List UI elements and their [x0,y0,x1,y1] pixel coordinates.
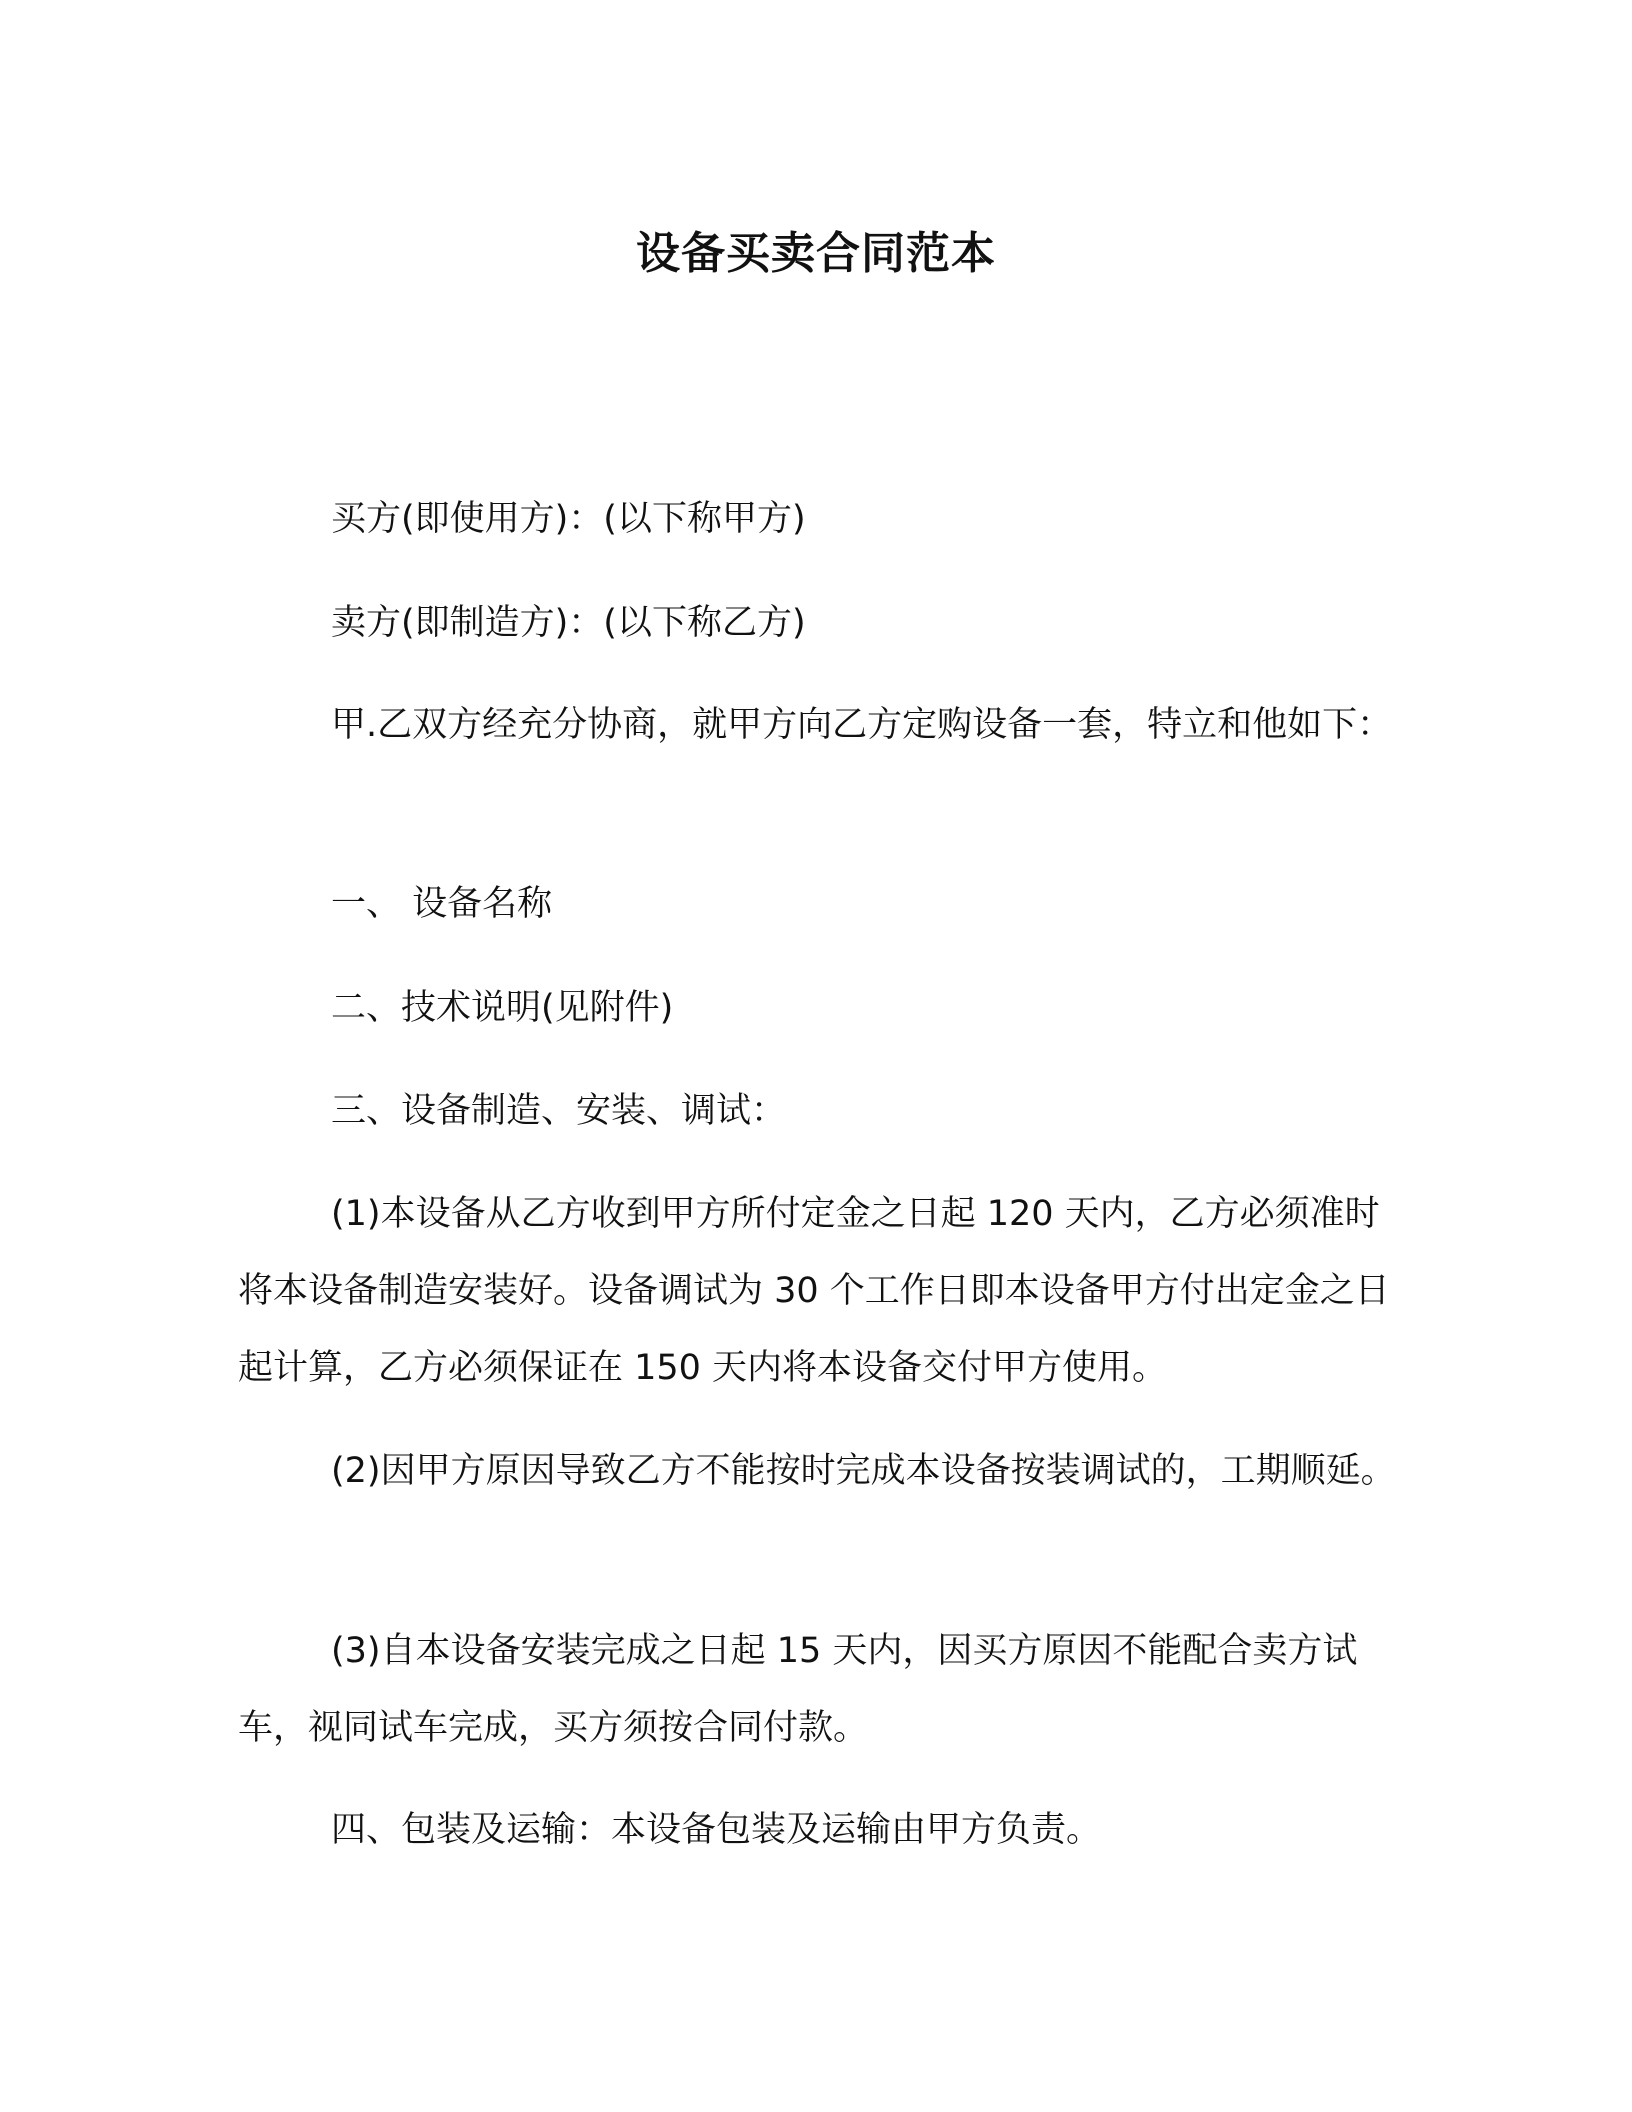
section-two-heading: 二、技术说明(见附件) [331,988,674,1028]
buyer-line: 买方(即使用方)：(以下称甲方) [331,499,806,539]
section-four-paragraph: 四、包装及运输：本设备包装及运输由甲方负责。 [331,1810,1102,1850]
clause-3-2-paragraph: (2)因甲方原因导致乙方不能按时完成本设备按装调试的，工期顺延。 [331,1451,1396,1491]
clause-3-1-paragraph: (1)本设备从乙方收到甲方所付定金之日起 120 天内，乙方必须准时将本设备制造安装好。设备调试为 30 个工作日即本设备甲方付出定金之日起计算，乙方必须保证在 150 天内将本设备交付甲方使用。 [238,1194,1390,1388]
preamble-paragraph: 甲.乙双方经充分协商，就甲方向乙方定购设备一套，特立和他如下： [331,705,1393,745]
clause-3-3-paragraph: (3)自本设备安装完成之日起 15 天内，因买方原因不能配合卖方试车，视同试车完成，买方须按合同付款。 [238,1631,1358,1748]
section-three-heading: 三、设备制造、安装、调试： [331,1091,787,1131]
seller-line: 卖方(即制造方)：(以下称乙方) [331,603,806,643]
section-one-heading: 一、 设备名称 [331,884,553,924]
document-title: 设备买卖合同范本 [636,228,996,279]
